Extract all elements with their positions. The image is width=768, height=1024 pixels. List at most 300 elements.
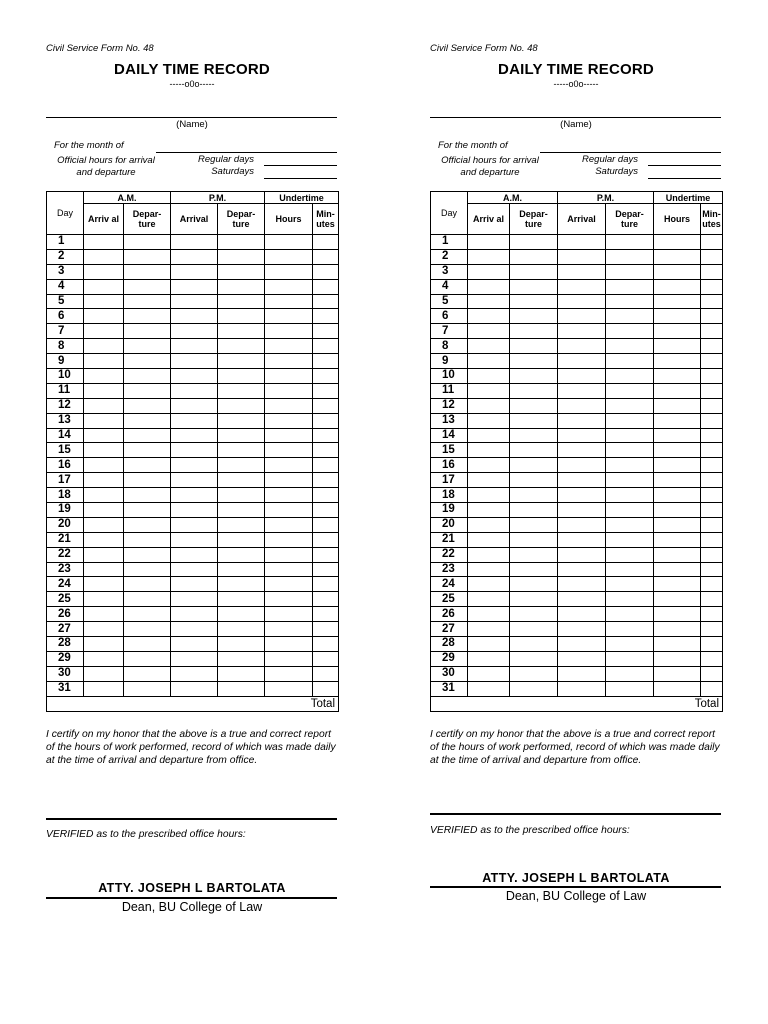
pm-arrival-cell[interactable]: [558, 503, 606, 518]
pm-departure-cell[interactable]: [218, 279, 265, 294]
pm-departure-cell[interactable]: [606, 666, 654, 681]
pm-arrival-cell[interactable]: [558, 324, 606, 339]
undertime-hours-cell[interactable]: [654, 443, 701, 458]
undertime-minutes-cell[interactable]: [313, 637, 339, 652]
am-departure-cell[interactable]: [124, 428, 171, 443]
pm-arrival-cell[interactable]: [558, 532, 606, 547]
pm-departure-cell[interactable]: [218, 428, 265, 443]
undertime-minutes-cell[interactable]: [701, 354, 723, 369]
am-departure-cell[interactable]: [124, 503, 171, 518]
undertime-hours-cell[interactable]: [265, 458, 313, 473]
am-departure-cell[interactable]: [124, 488, 171, 503]
pm-arrival-cell[interactable]: [171, 532, 218, 547]
undertime-hours-cell[interactable]: [654, 458, 701, 473]
am-arrival-cell[interactable]: [84, 264, 124, 279]
am-departure-cell[interactable]: [510, 458, 558, 473]
pm-arrival-cell[interactable]: [558, 249, 606, 264]
pm-departure-cell[interactable]: [218, 488, 265, 503]
saturdays-line[interactable]: [648, 178, 721, 179]
undertime-hours-cell[interactable]: [265, 428, 313, 443]
am-arrival-cell[interactable]: [84, 383, 124, 398]
undertime-minutes-cell[interactable]: [313, 622, 339, 637]
pm-departure-cell[interactable]: [218, 547, 265, 562]
pm-departure-cell[interactable]: [218, 294, 265, 309]
am-departure-cell[interactable]: [124, 577, 171, 592]
undertime-hours-cell[interactable]: [265, 607, 313, 622]
undertime-hours-cell[interactable]: [265, 369, 313, 384]
am-arrival-cell[interactable]: [84, 443, 124, 458]
undertime-hours-cell[interactable]: [265, 324, 313, 339]
pm-arrival-cell[interactable]: [171, 354, 218, 369]
pm-arrival-cell[interactable]: [171, 607, 218, 622]
pm-arrival-cell[interactable]: [171, 651, 218, 666]
pm-departure-cell[interactable]: [606, 651, 654, 666]
pm-arrival-cell[interactable]: [558, 681, 606, 696]
undertime-minutes-cell[interactable]: [313, 458, 339, 473]
undertime-minutes-cell[interactable]: [701, 532, 723, 547]
undertime-minutes-cell[interactable]: [701, 503, 723, 518]
pm-departure-cell[interactable]: [218, 592, 265, 607]
undertime-hours-cell[interactable]: [654, 369, 701, 384]
pm-departure-cell[interactable]: [218, 369, 265, 384]
am-departure-cell[interactable]: [124, 369, 171, 384]
pm-departure-cell[interactable]: [606, 592, 654, 607]
pm-arrival-cell[interactable]: [171, 488, 218, 503]
am-departure-cell[interactable]: [124, 324, 171, 339]
undertime-minutes-cell[interactable]: [313, 443, 339, 458]
undertime-minutes-cell[interactable]: [701, 607, 723, 622]
am-departure-cell[interactable]: [510, 562, 558, 577]
pm-departure-cell[interactable]: [218, 458, 265, 473]
am-arrival-cell[interactable]: [468, 428, 510, 443]
undertime-hours-cell[interactable]: [265, 473, 313, 488]
name-line[interactable]: [430, 117, 721, 118]
pm-departure-cell[interactable]: [606, 398, 654, 413]
am-departure-cell[interactable]: [124, 547, 171, 562]
am-departure-cell[interactable]: [124, 413, 171, 428]
undertime-hours-cell[interactable]: [654, 592, 701, 607]
undertime-hours-cell[interactable]: [265, 279, 313, 294]
regular-days-line[interactable]: [648, 165, 721, 166]
undertime-hours-cell[interactable]: [654, 235, 701, 250]
undertime-hours-cell[interactable]: [654, 249, 701, 264]
pm-departure-cell[interactable]: [218, 354, 265, 369]
am-arrival-cell[interactable]: [84, 637, 124, 652]
pm-arrival-cell[interactable]: [558, 547, 606, 562]
saturdays-line[interactable]: [264, 178, 337, 179]
undertime-minutes-cell[interactable]: [313, 369, 339, 384]
am-arrival-cell[interactable]: [468, 458, 510, 473]
pm-arrival-cell[interactable]: [558, 577, 606, 592]
am-arrival-cell[interactable]: [84, 324, 124, 339]
undertime-minutes-cell[interactable]: [313, 488, 339, 503]
pm-departure-cell[interactable]: [218, 562, 265, 577]
undertime-minutes-cell[interactable]: [701, 249, 723, 264]
undertime-hours-cell[interactable]: [265, 681, 313, 696]
undertime-hours-cell[interactable]: [654, 637, 701, 652]
am-departure-cell[interactable]: [510, 383, 558, 398]
undertime-minutes-cell[interactable]: [701, 622, 723, 637]
pm-arrival-cell[interactable]: [558, 473, 606, 488]
am-arrival-cell[interactable]: [84, 309, 124, 324]
pm-departure-cell[interactable]: [218, 681, 265, 696]
pm-arrival-cell[interactable]: [171, 309, 218, 324]
undertime-hours-cell[interactable]: [654, 428, 701, 443]
am-departure-cell[interactable]: [510, 547, 558, 562]
pm-arrival-cell[interactable]: [558, 592, 606, 607]
undertime-minutes-cell[interactable]: [701, 473, 723, 488]
undertime-hours-cell[interactable]: [654, 398, 701, 413]
undertime-hours-cell[interactable]: [654, 309, 701, 324]
undertime-minutes-cell[interactable]: [313, 294, 339, 309]
am-departure-cell[interactable]: [510, 651, 558, 666]
am-arrival-cell[interactable]: [84, 532, 124, 547]
undertime-hours-cell[interactable]: [265, 517, 313, 532]
undertime-hours-cell[interactable]: [654, 517, 701, 532]
pm-departure-cell[interactable]: [606, 473, 654, 488]
pm-departure-cell[interactable]: [606, 369, 654, 384]
undertime-hours-cell[interactable]: [654, 651, 701, 666]
undertime-minutes-cell[interactable]: [701, 264, 723, 279]
am-arrival-cell[interactable]: [468, 249, 510, 264]
am-arrival-cell[interactable]: [468, 622, 510, 637]
pm-arrival-cell[interactable]: [558, 666, 606, 681]
pm-arrival-cell[interactable]: [171, 637, 218, 652]
am-departure-cell[interactable]: [510, 443, 558, 458]
regular-days-line[interactable]: [264, 165, 337, 166]
pm-arrival-cell[interactable]: [558, 562, 606, 577]
undertime-hours-cell[interactable]: [265, 398, 313, 413]
am-arrival-cell[interactable]: [468, 666, 510, 681]
undertime-minutes-cell[interactable]: [313, 428, 339, 443]
am-departure-cell[interactable]: [510, 577, 558, 592]
undertime-hours-cell[interactable]: [654, 264, 701, 279]
pm-departure-cell[interactable]: [218, 249, 265, 264]
undertime-minutes-cell[interactable]: [313, 503, 339, 518]
pm-arrival-cell[interactable]: [171, 383, 218, 398]
am-departure-cell[interactable]: [124, 532, 171, 547]
am-arrival-cell[interactable]: [468, 473, 510, 488]
am-departure-cell[interactable]: [510, 264, 558, 279]
pm-arrival-cell[interactable]: [171, 547, 218, 562]
am-arrival-cell[interactable]: [468, 309, 510, 324]
undertime-hours-cell[interactable]: [654, 488, 701, 503]
am-arrival-cell[interactable]: [84, 577, 124, 592]
am-departure-cell[interactable]: [124, 398, 171, 413]
undertime-minutes-cell[interactable]: [313, 354, 339, 369]
am-departure-cell[interactable]: [510, 503, 558, 518]
am-arrival-cell[interactable]: [468, 398, 510, 413]
am-departure-cell[interactable]: [510, 666, 558, 681]
pm-departure-cell[interactable]: [218, 577, 265, 592]
undertime-minutes-cell[interactable]: [701, 279, 723, 294]
undertime-hours-cell[interactable]: [654, 339, 701, 354]
am-departure-cell[interactable]: [124, 249, 171, 264]
am-departure-cell[interactable]: [124, 637, 171, 652]
am-departure-cell[interactable]: [510, 279, 558, 294]
am-arrival-cell[interactable]: [468, 383, 510, 398]
pm-arrival-cell[interactable]: [171, 592, 218, 607]
am-departure-cell[interactable]: [124, 383, 171, 398]
am-departure-cell[interactable]: [510, 294, 558, 309]
employee-signature-line[interactable]: [430, 813, 721, 815]
am-arrival-cell[interactable]: [84, 473, 124, 488]
pm-arrival-cell[interactable]: [171, 413, 218, 428]
undertime-minutes-cell[interactable]: [313, 547, 339, 562]
am-departure-cell[interactable]: [510, 369, 558, 384]
am-arrival-cell[interactable]: [84, 517, 124, 532]
undertime-hours-cell[interactable]: [654, 324, 701, 339]
pm-departure-cell[interactable]: [218, 398, 265, 413]
am-arrival-cell[interactable]: [468, 235, 510, 250]
undertime-minutes-cell[interactable]: [701, 681, 723, 696]
pm-arrival-cell[interactable]: [171, 443, 218, 458]
undertime-hours-cell[interactable]: [265, 249, 313, 264]
am-departure-cell[interactable]: [510, 413, 558, 428]
pm-departure-cell[interactable]: [606, 488, 654, 503]
pm-arrival-cell[interactable]: [171, 264, 218, 279]
pm-arrival-cell[interactable]: [171, 279, 218, 294]
pm-departure-cell[interactable]: [606, 443, 654, 458]
am-arrival-cell[interactable]: [84, 651, 124, 666]
pm-arrival-cell[interactable]: [171, 458, 218, 473]
pm-arrival-cell[interactable]: [171, 235, 218, 250]
am-departure-cell[interactable]: [124, 294, 171, 309]
undertime-hours-cell[interactable]: [654, 622, 701, 637]
am-arrival-cell[interactable]: [84, 339, 124, 354]
am-arrival-cell[interactable]: [468, 339, 510, 354]
am-arrival-cell[interactable]: [84, 279, 124, 294]
undertime-hours-cell[interactable]: [654, 294, 701, 309]
pm-departure-cell[interactable]: [218, 532, 265, 547]
am-arrival-cell[interactable]: [84, 369, 124, 384]
pm-departure-cell[interactable]: [218, 473, 265, 488]
am-arrival-cell[interactable]: [84, 488, 124, 503]
pm-arrival-cell[interactable]: [171, 249, 218, 264]
pm-departure-cell[interactable]: [606, 681, 654, 696]
pm-arrival-cell[interactable]: [171, 517, 218, 532]
am-arrival-cell[interactable]: [84, 235, 124, 250]
am-arrival-cell[interactable]: [84, 562, 124, 577]
pm-departure-cell[interactable]: [218, 443, 265, 458]
am-arrival-cell[interactable]: [468, 517, 510, 532]
undertime-hours-cell[interactable]: [265, 622, 313, 637]
am-departure-cell[interactable]: [510, 517, 558, 532]
undertime-hours-cell[interactable]: [654, 413, 701, 428]
pm-departure-cell[interactable]: [606, 503, 654, 518]
pm-departure-cell[interactable]: [606, 249, 654, 264]
am-arrival-cell[interactable]: [84, 249, 124, 264]
am-departure-cell[interactable]: [124, 473, 171, 488]
am-departure-cell[interactable]: [510, 473, 558, 488]
pm-departure-cell[interactable]: [606, 235, 654, 250]
pm-departure-cell[interactable]: [606, 324, 654, 339]
am-arrival-cell[interactable]: [468, 503, 510, 518]
am-departure-cell[interactable]: [124, 443, 171, 458]
undertime-hours-cell[interactable]: [265, 294, 313, 309]
pm-arrival-cell[interactable]: [558, 264, 606, 279]
pm-departure-cell[interactable]: [218, 264, 265, 279]
am-arrival-cell[interactable]: [468, 354, 510, 369]
am-departure-cell[interactable]: [124, 279, 171, 294]
undertime-hours-cell[interactable]: [265, 503, 313, 518]
am-arrival-cell[interactable]: [468, 294, 510, 309]
undertime-minutes-cell[interactable]: [313, 324, 339, 339]
undertime-minutes-cell[interactable]: [701, 383, 723, 398]
pm-arrival-cell[interactable]: [171, 681, 218, 696]
pm-arrival-cell[interactable]: [558, 443, 606, 458]
am-departure-cell[interactable]: [510, 622, 558, 637]
pm-departure-cell[interactable]: [606, 562, 654, 577]
undertime-minutes-cell[interactable]: [701, 235, 723, 250]
pm-departure-cell[interactable]: [606, 294, 654, 309]
undertime-minutes-cell[interactable]: [701, 309, 723, 324]
month-line[interactable]: [540, 152, 721, 153]
pm-arrival-cell[interactable]: [558, 622, 606, 637]
pm-departure-cell[interactable]: [218, 622, 265, 637]
undertime-minutes-cell[interactable]: [313, 264, 339, 279]
pm-departure-cell[interactable]: [218, 666, 265, 681]
undertime-minutes-cell[interactable]: [313, 651, 339, 666]
pm-departure-cell[interactable]: [606, 428, 654, 443]
pm-departure-cell[interactable]: [218, 637, 265, 652]
undertime-minutes-cell[interactable]: [701, 547, 723, 562]
pm-departure-cell[interactable]: [606, 577, 654, 592]
undertime-hours-cell[interactable]: [265, 547, 313, 562]
undertime-minutes-cell[interactable]: [701, 294, 723, 309]
undertime-minutes-cell[interactable]: [313, 577, 339, 592]
am-departure-cell[interactable]: [124, 592, 171, 607]
undertime-hours-cell[interactable]: [654, 503, 701, 518]
pm-arrival-cell[interactable]: [558, 413, 606, 428]
pm-departure-cell[interactable]: [606, 264, 654, 279]
am-arrival-cell[interactable]: [468, 443, 510, 458]
undertime-hours-cell[interactable]: [654, 354, 701, 369]
undertime-minutes-cell[interactable]: [701, 637, 723, 652]
pm-departure-cell[interactable]: [606, 622, 654, 637]
pm-departure-cell[interactable]: [218, 413, 265, 428]
pm-arrival-cell[interactable]: [171, 666, 218, 681]
undertime-hours-cell[interactable]: [654, 279, 701, 294]
am-arrival-cell[interactable]: [84, 428, 124, 443]
undertime-minutes-cell[interactable]: [313, 279, 339, 294]
am-arrival-cell[interactable]: [84, 458, 124, 473]
am-arrival-cell[interactable]: [468, 547, 510, 562]
pm-arrival-cell[interactable]: [171, 294, 218, 309]
pm-departure-cell[interactable]: [606, 532, 654, 547]
undertime-minutes-cell[interactable]: [313, 339, 339, 354]
pm-departure-cell[interactable]: [606, 413, 654, 428]
undertime-minutes-cell[interactable]: [313, 607, 339, 622]
am-departure-cell[interactable]: [124, 354, 171, 369]
undertime-hours-cell[interactable]: [265, 562, 313, 577]
am-arrival-cell[interactable]: [84, 666, 124, 681]
am-arrival-cell[interactable]: [84, 607, 124, 622]
undertime-hours-cell[interactable]: [265, 383, 313, 398]
pm-arrival-cell[interactable]: [171, 398, 218, 413]
undertime-minutes-cell[interactable]: [701, 577, 723, 592]
pm-arrival-cell[interactable]: [171, 503, 218, 518]
pm-arrival-cell[interactable]: [558, 383, 606, 398]
undertime-hours-cell[interactable]: [265, 443, 313, 458]
undertime-hours-cell[interactable]: [265, 413, 313, 428]
name-line[interactable]: [46, 117, 337, 118]
undertime-minutes-cell[interactable]: [313, 592, 339, 607]
am-arrival-cell[interactable]: [468, 413, 510, 428]
undertime-hours-cell[interactable]: [654, 532, 701, 547]
undertime-minutes-cell[interactable]: [701, 398, 723, 413]
am-departure-cell[interactable]: [510, 324, 558, 339]
undertime-minutes-cell[interactable]: [701, 592, 723, 607]
undertime-hours-cell[interactable]: [265, 339, 313, 354]
pm-arrival-cell[interactable]: [558, 651, 606, 666]
am-departure-cell[interactable]: [124, 339, 171, 354]
undertime-hours-cell[interactable]: [654, 473, 701, 488]
am-departure-cell[interactable]: [510, 592, 558, 607]
pm-departure-cell[interactable]: [606, 383, 654, 398]
am-departure-cell[interactable]: [510, 235, 558, 250]
undertime-hours-cell[interactable]: [265, 577, 313, 592]
am-arrival-cell[interactable]: [468, 279, 510, 294]
am-departure-cell[interactable]: [124, 607, 171, 622]
am-departure-cell[interactable]: [510, 309, 558, 324]
undertime-minutes-cell[interactable]: [701, 369, 723, 384]
undertime-minutes-cell[interactable]: [701, 339, 723, 354]
pm-arrival-cell[interactable]: [171, 369, 218, 384]
pm-arrival-cell[interactable]: [558, 279, 606, 294]
am-arrival-cell[interactable]: [84, 398, 124, 413]
pm-arrival-cell[interactable]: [171, 622, 218, 637]
undertime-hours-cell[interactable]: [265, 637, 313, 652]
pm-arrival-cell[interactable]: [171, 562, 218, 577]
pm-arrival-cell[interactable]: [558, 398, 606, 413]
am-arrival-cell[interactable]: [468, 562, 510, 577]
am-arrival-cell[interactable]: [468, 681, 510, 696]
undertime-hours-cell[interactable]: [265, 532, 313, 547]
am-arrival-cell[interactable]: [468, 607, 510, 622]
pm-departure-cell[interactable]: [218, 339, 265, 354]
am-arrival-cell[interactable]: [84, 592, 124, 607]
undertime-minutes-cell[interactable]: [313, 681, 339, 696]
pm-arrival-cell[interactable]: [558, 637, 606, 652]
pm-departure-cell[interactable]: [218, 309, 265, 324]
pm-departure-cell[interactable]: [606, 279, 654, 294]
am-departure-cell[interactable]: [510, 398, 558, 413]
am-departure-cell[interactable]: [510, 681, 558, 696]
undertime-hours-cell[interactable]: [265, 354, 313, 369]
am-arrival-cell[interactable]: [84, 413, 124, 428]
am-arrival-cell[interactable]: [468, 577, 510, 592]
pm-departure-cell[interactable]: [606, 547, 654, 562]
am-departure-cell[interactable]: [510, 354, 558, 369]
am-arrival-cell[interactable]: [468, 592, 510, 607]
undertime-minutes-cell[interactable]: [701, 458, 723, 473]
am-departure-cell[interactable]: [124, 651, 171, 666]
undertime-minutes-cell[interactable]: [313, 532, 339, 547]
pm-arrival-cell[interactable]: [558, 354, 606, 369]
undertime-hours-cell[interactable]: [265, 666, 313, 681]
pm-arrival-cell[interactable]: [558, 607, 606, 622]
am-arrival-cell[interactable]: [84, 547, 124, 562]
undertime-minutes-cell[interactable]: [313, 235, 339, 250]
am-departure-cell[interactable]: [124, 458, 171, 473]
am-arrival-cell[interactable]: [84, 503, 124, 518]
undertime-hours-cell[interactable]: [654, 666, 701, 681]
am-departure-cell[interactable]: [124, 309, 171, 324]
undertime-hours-cell[interactable]: [265, 592, 313, 607]
pm-arrival-cell[interactable]: [171, 324, 218, 339]
undertime-minutes-cell[interactable]: [701, 517, 723, 532]
